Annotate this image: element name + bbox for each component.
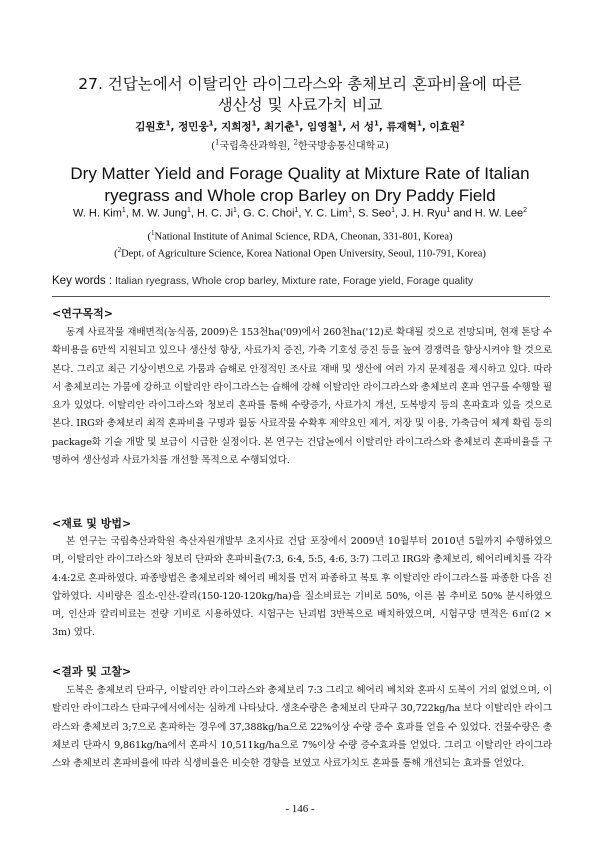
paren-open: (	[211, 141, 216, 152]
affil-mark: 2	[117, 246, 122, 254]
author-and: and	[450, 207, 475, 220]
author-en-5: Y. C. Lim	[304, 207, 349, 220]
affiliation-en-1: National Institute of Animal Science, RDA, Cheonan, 331-801, Korea)	[154, 231, 453, 243]
english-authors	[30, 207, 570, 220]
affil-mark: 1	[186, 207, 191, 214]
author-ko-2: 정민웅	[178, 121, 209, 133]
page-number: - 146 -	[285, 803, 315, 815]
paren-close: )	[384, 141, 389, 152]
affiliation-ko-1: 국립축산과학원,	[219, 141, 291, 152]
author-separator: ,	[213, 121, 222, 133]
korean-authors	[40, 119, 560, 134]
affil-mark: 1	[446, 207, 451, 214]
keywords-text: Italian ryegrass, Whole crop barley, Mixture rate, Forage yield, Forage quality	[115, 275, 474, 287]
english-title	[30, 163, 570, 207]
author-ko-7: 류재혁	[386, 121, 417, 133]
author-separator: ,	[170, 121, 179, 133]
korean-title-line1: 27. 건답논에서 이탈리안 라이그라스와 총체보리 혼파비율에 따른	[78, 75, 522, 93]
affil-mark: 2	[459, 119, 465, 128]
author-en-6: S. Seo	[358, 207, 392, 220]
author-en-1: W. H. Kim	[73, 207, 122, 220]
author-ko-3: 지희정	[221, 121, 252, 133]
affil-mark: 1	[294, 119, 300, 128]
author-en-3: H. C. Ji	[196, 207, 234, 220]
keywords-label: Key words :	[52, 275, 113, 287]
author-separator: ,	[421, 121, 430, 133]
author-ko-1: 김원호	[135, 121, 166, 133]
section-body-methods: 본 연구는 국립축산과학원 축산자원개발부 초지사료 건답 포장에서 2009년 10월부터 2010년 5월까지 수행하였으며, 이탈리안 라이그라스와 청보리 단파와 혼파비율(7:3, 6:4, 5:5, 4:6, 3:7) 그리고 IRG와 총체보리, 헤어리베치를 각각 4:4:2로 혼파하였다. 파종방법은 총체보리와 헤어리 베치를 먼저 파종하고 복토 후 이탈리안 라이그라스를 파종한 다음 진압하였다. 시비량은 질소-인산-칼리(150-120-120kg/ha)을 질소비료는 기비로 50%, 이른 봄 추비로 50% 분시하였으며, 인산과 칼리비료는 전량 기비로 시용하였다. 시험구는 난괴법 3반복으로 배치하였으며, 시험구당 면적은 6㎡(2 × 3m) 였다.	[52, 536, 552, 639]
author-separator: ,	[125, 207, 132, 220]
divider-line	[52, 296, 550, 297]
affil-mark: 1	[391, 207, 396, 214]
author-ko-8: 이효원	[429, 121, 460, 133]
english-affiliation-2	[30, 246, 570, 260]
section-body-results: 도복은 총체보리 단파구, 이탈리안 라이그라스와 총체보리 7:3 그리고 헤어리 베치와 혼파시 도복이 거의 없었으며, 이탈리안 라이그라스 단파구에서에서는 심하게 나타났다. 생초수량은 총체보리 단파구 30,722kg/ha 보다 이탈리안 라이그라스와 총체보리 3;7으로 혼파하는 경우에 37,388kg/ha으로 22%이상 수량 증수 효과를 얻을 수 있었다. 건물수량은 총체보리 단파시 9,861kg/ha에서 혼파시 10,511kg/ha으로 7%이상 수량 증수효과를 얻었다. 그리고 이탈리안 라이그라스와 총체보리 혼파비율에 따라 식생비율은 비슷한 경향을 보였고 사료가치도 혼파를 통해 개선되는 효과를 얻었다.	[52, 685, 552, 770]
author-ko-6: 서 성	[350, 121, 374, 133]
author-separator: ,	[236, 207, 244, 220]
author-en-4: G. C. Choi	[243, 207, 295, 220]
author-separator: ,	[351, 207, 359, 220]
author-en-7: J. H. Ryu	[401, 207, 447, 220]
korean-title	[40, 74, 560, 116]
affil-mark: 1	[215, 138, 220, 147]
affil-mark: 1	[294, 207, 299, 214]
affil-mark: 1	[121, 207, 126, 214]
affil-mark: 1	[165, 119, 171, 128]
affil-mark: 1	[150, 229, 155, 237]
author-separator: ,	[298, 207, 305, 220]
affil-mark: 1	[233, 207, 237, 214]
korean-affiliations	[40, 137, 560, 152]
affil-mark: 1	[416, 119, 422, 128]
author-ko-5: 임영철	[307, 121, 338, 133]
affil-mark: 1	[208, 119, 214, 128]
author-separator: ,	[378, 121, 387, 133]
author-ko-4: 최기춘	[264, 121, 295, 133]
english-title-line1: Dry Matter Yield and Forage Quality at Mixture Rate of Italian	[70, 164, 530, 183]
english-title-line2: ryegrass and Whole crop Barley on Dry Paddy Field	[104, 186, 496, 205]
affil-mark: 2	[293, 138, 298, 147]
author-en-2: M. W. Jung	[131, 207, 187, 220]
affil-mark: 1	[337, 119, 343, 128]
affil-mark: 2	[523, 207, 527, 214]
author-separator: ,	[299, 121, 308, 133]
affil-mark: 1	[348, 207, 352, 214]
affil-mark: 1	[251, 119, 257, 128]
section-title-purpose: <연구목적>	[52, 307, 113, 320]
author-separator: ,	[256, 121, 265, 133]
author-separator: ,	[342, 121, 351, 133]
author-separator: ,	[395, 207, 402, 220]
author-en-8: H. W. Lee	[474, 207, 524, 220]
affil-mark: 1	[373, 119, 379, 128]
section-title-results: <결과 및 고찰>	[52, 665, 132, 678]
keywords	[52, 275, 562, 287]
affiliation-ko-2: 한국방송통신대학교	[297, 141, 385, 152]
affiliation-en-2: Dept. of Agriculture Science, Korea National Open University, Seoul, 110-791, Korea)	[121, 248, 486, 260]
korean-title-line2: 생산성 및 사료가치 비교	[217, 96, 383, 114]
english-affiliation-1	[30, 229, 570, 243]
section-title-methods: <재료 및 방법>	[52, 517, 132, 530]
paren-open: (	[147, 231, 151, 243]
author-separator: ,	[190, 207, 197, 220]
paren-open: (	[114, 248, 118, 260]
section-body-purpose: 동계 사료작물 재배면적(농식품, 2009)은 153천ha('09)에서 260천ha('12)로 확대될 것으로 전망되며, 현재 톤당 수확비용을 6만씩 지원되고 있으나 생산성 향상, 사료가치 증진, 가축 기호성 증진 등을 높여 경쟁력을 향상시켜야 할 것으로 본다. 그리고 최근 기상이변으로 가뭄과 습해로 안정적인 조사료 재배 및 생산에 여러 가지 문제점을 제시하고 있다. 따라서 총체보리는 가뭄에 강하고 이탈리안 라이그라스는 습해에 강해 이탈리안 라이그라스와 총체보리 혼파 연구를 수행할 필요가 있었다. 이탈리안 라이그라스와 청보리 혼파를 통해 수량증가, 사료가치 개선, 도복방지 등의 혼파효과 있을 것으로 본다. IRG와 총체보리 최적 혼파비율 구명과 월동 사료작물 수확후 제약요인 제거, 저장 및 이용, 가축급여 체계 확립 등의 package화 기술 개발 및 보급이 시급한 실정이다. 본 연구는 건답논에서 이탈리안 라이그라스와 총체보리 혼파비율을 구명하여 생산성과 사료가치를 개선할 목적으로 수행되었다.	[52, 327, 552, 467]
